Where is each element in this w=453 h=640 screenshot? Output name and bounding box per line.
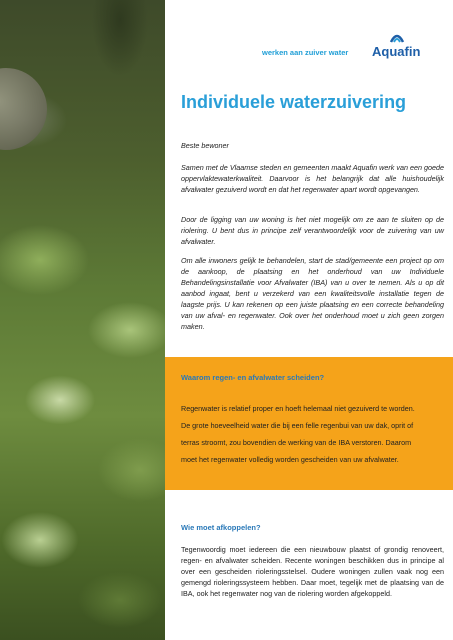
greeting: Beste bewoner <box>181 141 229 150</box>
info-box-line: terras stroomt, zou bovendien de werking van de IBA verstoren. Daarom <box>181 438 412 447</box>
garden-photo <box>0 0 175 640</box>
aquafin-logo-icon <box>389 32 405 44</box>
section-text: Tegenwoordig moet iedereen die een nieuwbouw plaatst of grondig renoveert, regen- en afvalwater scheiden. Recente woningen beschikken dus in principe al over een gescheiden rioleringsstelsel. Oudere woningen zullen vaak nog een gemengd rioleringssysteem hebben. Daar moet, tegelijk met de plaatsing van de IBA, ook het regenwater nog van de riolering worden afgekoppeld. <box>181 545 444 598</box>
intro-paragraph-1: Samen met de Vlaamse steden en gemeenten maakt Aquafin werk van een goede oppervlaktewaterkwaliteit. Daarvoor is het belangrijk dat alle huishoudelijk afvalwater gezuiverd wordt en dat het regenwater apart wordt opgevangen. <box>181 163 444 194</box>
info-box-line: De grote hoeveelheid water die bij een felle regenbui van uw dak, oprit of <box>181 421 414 430</box>
aquafin-logo: Aquafin <box>372 44 421 59</box>
section-title: Wie moet afkoppelen? <box>181 523 261 532</box>
stepping-stone <box>0 68 47 150</box>
info-box-line: moet het regenwater volledig worden gescheiden van uw afvalwater. <box>181 455 399 464</box>
info-box-line: Regenwater is relatief proper en hoeft helemaal niet gezuiverd te worden. <box>181 404 415 413</box>
info-box-title: Waarom regen- en afvalwater scheiden? <box>181 373 325 382</box>
intro-paragraph-3: Om alle inwoners gelijk te behandelen, start de stad/gemeente een project op om de aankoop, de plaatsing en het onderhoud van uw Individuele Behandelingsinstallatie voor Afvalwater (IBA) van u over te nemen. Als u op dit aanbod ingaat, bent u verzekerd van een kwaliteitsvolle installatie tegen de laagste prijs. U kan rekenen op een juiste plaatsing en een correcte behandeling van uw afval- en regenwater. Ook over het onderhoud moet u zich geen zorgen maken. <box>181 256 444 331</box>
intro-paragraph-2: Door de ligging van uw woning is het niet mogelijk om ze aan te sluiten op de riolering. U bent dus in principe zelf verantwoordelijk voor de zuivering van uw afvalwater. <box>181 215 444 246</box>
page-title: Individuele waterzuivering <box>181 92 407 112</box>
tagline: werken aan zuiver water <box>262 48 349 57</box>
